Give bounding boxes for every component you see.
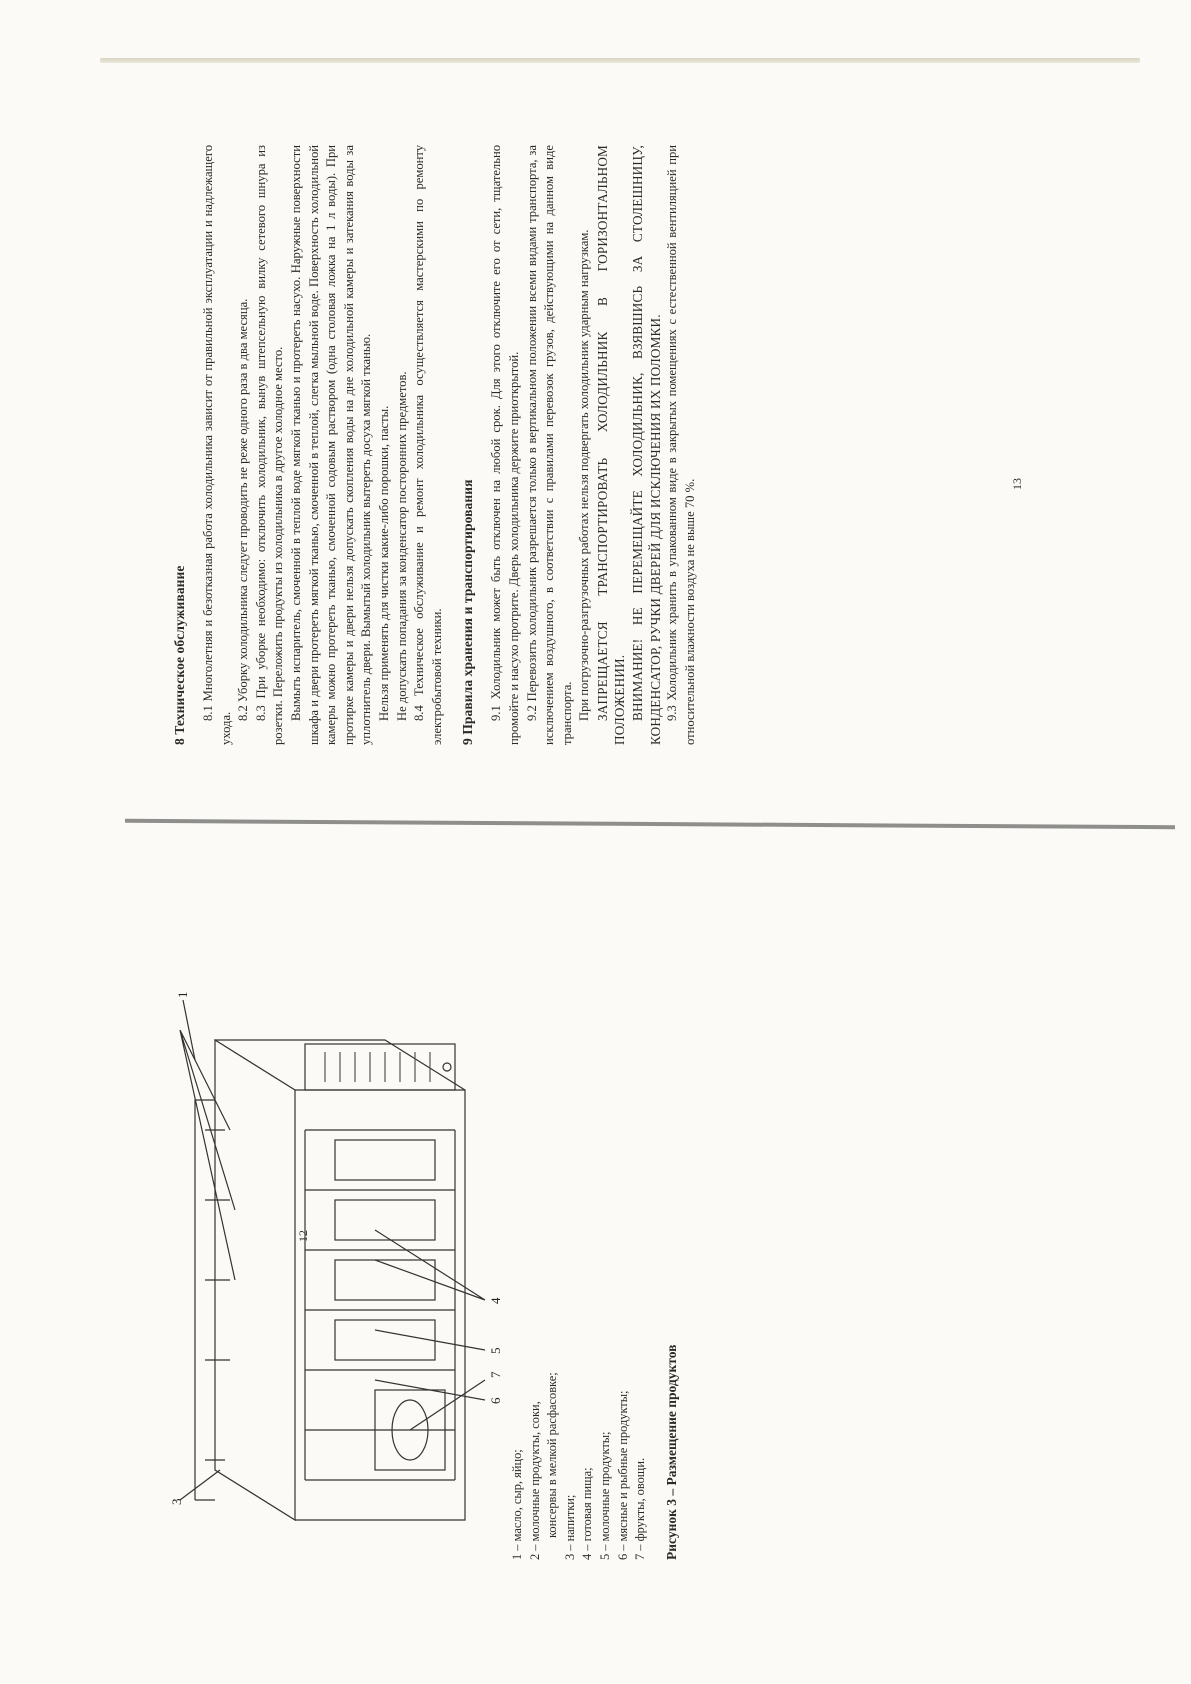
paragraph: 9.2 Перевозить холодильник разрешается только в вертикальном положении всеми видами транспорта, за исключением воздушного, в соответствии с правилами перевозок грузов, действующими на данном виде транспорта. bbox=[524, 145, 574, 745]
section-9-title: 9 Правила хранения и транспортирования bbox=[460, 479, 476, 745]
paragraph: 9.1 Холодильник может быть отключен на любой срок. Для этого отключите его от сети, тщательно промойте и насухо протрите. Дверь холодильника держите приоткрытой. bbox=[489, 145, 521, 745]
legend-item: консервы в мелкой расфасовке; bbox=[545, 1372, 560, 1538]
legend-item: 1 – масло, сыр, яйцо; bbox=[510, 1449, 524, 1560]
paragraph: Нельзя применять для чистки какие-либо порошки, пасты. bbox=[376, 405, 391, 721]
figure-legend bbox=[509, 840, 650, 1560]
paragraph: 8.3 При уборке необходимо: отключить холодильник, вынув штепсельную вилку сетевого шнура из розетки. Переложить продукты из холодильника в другое холодное место. bbox=[253, 145, 286, 745]
paragraph-warning: ЗАПРЕЩАЕТСЯ ТРАНСПОРТИРОВАТЬ ХОЛОДИЛЬНИК В ГОРИЗОНТАЛЬНОМ ПОЛОЖЕНИИ. bbox=[594, 145, 628, 745]
paragraph: Не допускать попадания за конденсатор посторонних предметов. bbox=[394, 371, 409, 721]
page-13 bbox=[172, 145, 1012, 745]
figure-caption: Рисунок 3 – Размещение продуктов bbox=[663, 1344, 679, 1560]
paragraph: 8.2 Уборку холодильника следует проводить не реже одного раза в два месяца. bbox=[236, 298, 251, 721]
callout-label: 6 bbox=[488, 1397, 503, 1404]
legend-item: 2 – молочные продукты, соки, bbox=[527, 1401, 542, 1560]
page-number-13: 13 bbox=[1010, 478, 1024, 490]
callout-label: 3 bbox=[169, 1498, 184, 1505]
legend-item: 5 – молочные продукты; bbox=[597, 1431, 612, 1560]
paragraph: 9.3 Холодильник хранить в упакованном виде в закрытых помещениях с естественной вентиляцией при относительной влажности воздуха не выше 70 %. bbox=[665, 145, 697, 745]
paragraph: При погрузочно-разгрузочных работах нельзя подвергать холодильник ударным нагрузкам. bbox=[577, 229, 592, 721]
scan-edge bbox=[100, 58, 1140, 63]
page-number-12: 12 bbox=[296, 1230, 310, 1242]
legend-item: 7 – фрукты, овощи. bbox=[633, 1457, 648, 1560]
legend-item: 4 – готовая пища; bbox=[580, 1467, 595, 1560]
page-fold-line bbox=[125, 819, 1175, 829]
section-8-title: 8 Техническое обслуживание bbox=[172, 565, 187, 745]
paragraph: Вымыть испаритель, смоченной в теплой воде мягкой тканью и протереть насухо. Наружные поверхности шкафа и двери протереть мягкой тканью, смоченной в теплой, слегка мыльной воде. Поверхность холодильной камеры можно протереть тканью, смоченной содовым раствором (одна столовая ложка на 1 л воды). При протирке камеры и двери нельзя допускать скопления воды на дне холодильной камеры и затекания воды за уплотнитель двери. Вымытый холодильник вытереть досуха мягкой тканью. bbox=[288, 145, 374, 745]
paragraph-warning: ВНИМАНИЕ! НЕ ПЕРЕМЕЩАЙТЕ ХОЛОДИЛЬНИК, ВЗЯВШИСЬ ЗА СТОЛЕШНИЦУ, КОНДЕНСАТОР, РУЧКИ ДВЕРЕЙ ДЛЯ ИСКЛЮЧЕНИЯ ИХ ПОЛОМКИ. bbox=[630, 145, 663, 745]
callout-label: 4 bbox=[488, 1297, 503, 1304]
callout-label: 7 bbox=[488, 1371, 503, 1378]
callout-label: 1 bbox=[175, 991, 190, 998]
legend-item: 6 – мясные и рыбные продукты; bbox=[615, 1390, 630, 1560]
paragraph: 8.1 Многолетняя и безотказная работа холодильника зависит от правильной эксплуатации и надлежащего ухода. bbox=[201, 145, 233, 745]
refrigerator-diagram bbox=[169, 840, 505, 1560]
callout-label: 5 bbox=[488, 1347, 503, 1354]
page-12 bbox=[169, 840, 679, 1560]
paragraph: 8.4 Техническое обслуживание и ремонт холодильника осуществляется мастерскими по ремонту электробытовой техники. bbox=[412, 145, 444, 745]
legend-item: 3 – напитки; bbox=[562, 1494, 577, 1560]
